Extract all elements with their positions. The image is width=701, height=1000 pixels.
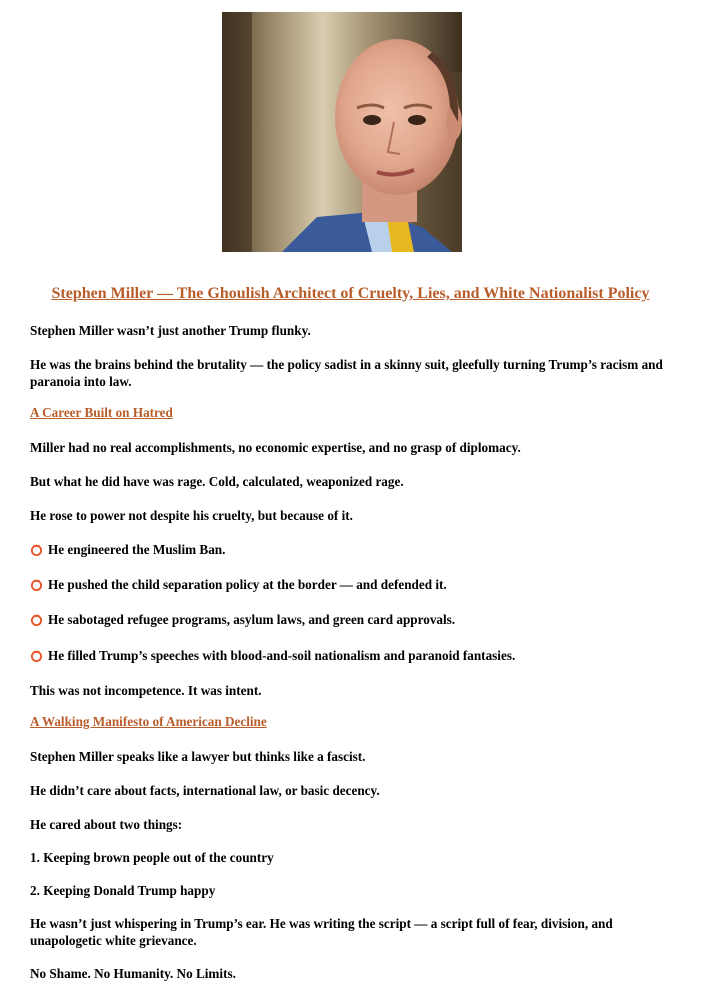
section-heading-manifesto[interactable]: A Walking Manifesto of American Decline	[30, 714, 267, 729]
paragraph: He cared about two things:	[30, 817, 183, 832]
bullet-item: He pushed the child separation policy at the border — and defended it.	[30, 576, 678, 593]
list-item: 1. Keeping brown people out of the country	[30, 850, 274, 865]
intro-paragraph: Stephen Miller wasn’t just another Trump flunky.	[30, 323, 311, 338]
paragraph: Stephen Miller speaks like a lawyer but thinks like a fascist.	[30, 749, 366, 764]
bullet-item: He sabotaged refugee programs, asylum laws, and green card approvals.	[30, 611, 678, 628]
list-item: 2. Keeping Donald Trump happy	[30, 883, 216, 898]
paragraph: But what he did have was rage. Cold, calculated, weaponized rage.	[30, 474, 404, 489]
paragraph: This was not incompetence. It was intent.	[30, 683, 262, 698]
intro-paragraph: He was the brains behind the brutality — the policy sadist in a skinny suit, gleefully turning Trump’s racism and paranoia into law.	[30, 357, 663, 389]
paragraph: He wasn’t just whispering in Trump’s ear. He was writing the script — a script full of fear, division, and unapologetic white grievance.	[30, 916, 613, 948]
section-heading-career[interactable]: A Career Built on Hatred	[30, 405, 173, 420]
paragraph: Miller had no real accomplishments, no economic expertise, and no grasp of diplomacy.	[30, 440, 521, 455]
bullet-item: He filled Trump’s speeches with blood-and-soil nationalism and paranoid fantasies.	[30, 647, 678, 664]
paragraph: He didn’t care about facts, international law, or basic decency.	[30, 783, 380, 798]
paragraph: He rose to power not despite his cruelty, but because of it.	[30, 508, 353, 523]
portrait-photo	[222, 12, 462, 252]
paragraph: No Shame. No Humanity. No Limits.	[30, 966, 236, 981]
flame-circle-icon	[30, 613, 43, 626]
page-title: Stephen Miller — The Ghoulish Architect of Cruelty, Lies, and White Nationalist Policy	[51, 285, 650, 302]
flame-circle-icon	[30, 578, 43, 591]
flame-circle-icon	[30, 543, 43, 556]
bullet-item: He engineered the Muslim Ban.	[30, 541, 678, 558]
flame-circle-icon	[30, 649, 43, 662]
